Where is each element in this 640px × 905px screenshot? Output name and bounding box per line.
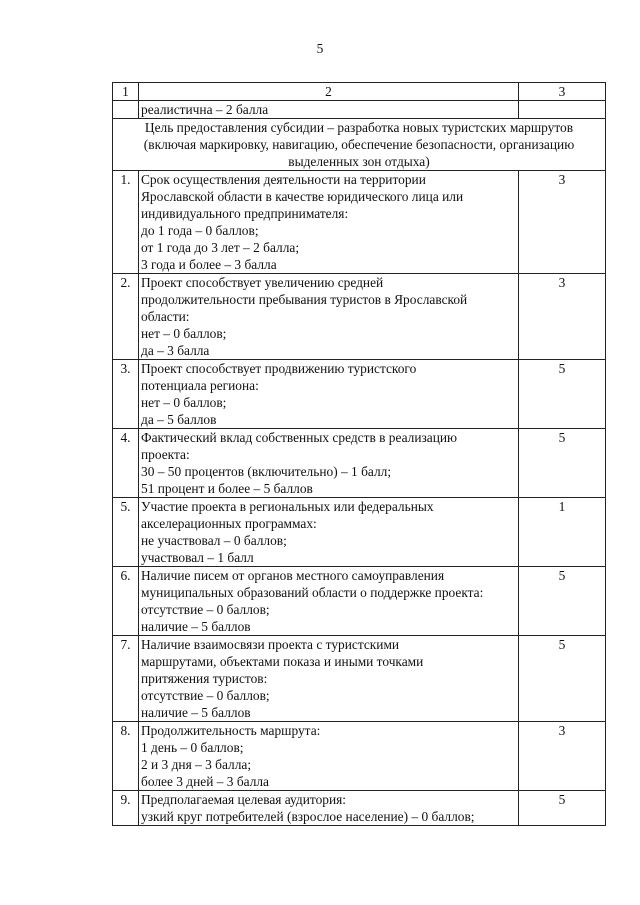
criterion-line: 3 года и более – 3 балла bbox=[141, 257, 277, 272]
criterion-line: Фактический вклад собственных средств в реализацию bbox=[141, 430, 458, 445]
criterion-line: Наличие писем от органов местного самоуправления bbox=[141, 568, 445, 583]
criterion-line: участвовал – 1 балл bbox=[141, 550, 254, 565]
criterion-number: 5. bbox=[113, 498, 139, 567]
criterion-row bbox=[113, 636, 606, 722]
criterion-line: более 3 дней – 3 балла bbox=[141, 774, 269, 789]
criterion-text bbox=[139, 791, 519, 826]
criterion-row bbox=[113, 791, 606, 826]
criterion-line: отсутствие – 0 баллов; bbox=[141, 602, 270, 617]
criterion-text bbox=[139, 360, 519, 429]
criterion-line: Ярославской области в качестве юридического лица или bbox=[141, 189, 464, 204]
criterion-line: Предполагаемая целевая аудитория: bbox=[141, 792, 347, 807]
criterion-number: 6. bbox=[113, 567, 139, 636]
max-points: 3 bbox=[519, 722, 606, 791]
criterion-line: Проект способствует увеличению средней bbox=[141, 275, 384, 290]
criterion-number: 4. bbox=[113, 429, 139, 498]
criterion-line: Срок осуществления деятельности на территории bbox=[141, 172, 426, 187]
criterion-line: проекта: bbox=[141, 447, 190, 462]
criterion-line: наличие – 5 баллов bbox=[141, 705, 251, 720]
page-number: 5 bbox=[316, 41, 324, 56]
criterion-number: 1. bbox=[113, 171, 139, 274]
goal-line: выделенных зон отдыха) bbox=[288, 154, 430, 169]
criterion-line: узкий круг потребителей (взрослое население) – 0 баллов; bbox=[141, 809, 475, 824]
criteria-table bbox=[112, 82, 606, 826]
criterion-line: Наличие взаимосвязи проекта с туристскими bbox=[141, 637, 400, 652]
goal-text bbox=[113, 119, 606, 171]
criterion-number: 2. bbox=[113, 274, 139, 360]
criterion-row bbox=[113, 567, 606, 636]
max-points: 5 bbox=[519, 636, 606, 722]
criterion-line: 51 процент и более – 5 баллов bbox=[141, 481, 313, 496]
criterion-text bbox=[139, 498, 519, 567]
criterion-line: маршрутами, объектами показа и иными точками bbox=[141, 654, 424, 669]
criterion-line: нет – 0 баллов; bbox=[141, 395, 227, 410]
criterion-text bbox=[139, 567, 519, 636]
criterion-line: от 1 года до 3 лет – 2 балла; bbox=[141, 240, 300, 255]
criterion-line: индивидуального предпринимателя: bbox=[141, 206, 349, 221]
criterion-line: да – 3 балла bbox=[141, 343, 210, 358]
criterion-line: Участие проекта в региональных или федеральных bbox=[141, 499, 434, 514]
criterion-line: не участвовал – 0 баллов; bbox=[141, 533, 287, 548]
criterion-line: да – 5 баллов bbox=[141, 412, 217, 427]
criterion-line: до 1 года – 0 баллов; bbox=[141, 223, 259, 238]
criterion-row bbox=[113, 171, 606, 274]
criterion-line: акселерационных программах: bbox=[141, 516, 317, 531]
goal-line: Цель предоставления субсидии – разработка новых туристских маршрутов bbox=[144, 120, 574, 135]
criterion-line: области: bbox=[141, 309, 190, 324]
criterion-line: 30 – 50 процентов (включительно) – 1 балл; bbox=[141, 464, 392, 479]
criterion-text bbox=[139, 636, 519, 722]
max-points: 5 bbox=[519, 567, 606, 636]
criterion-row bbox=[113, 360, 606, 429]
criterion-text bbox=[139, 171, 519, 274]
criterion-line: притяжения туристов: bbox=[141, 671, 268, 686]
criterion-text bbox=[139, 429, 519, 498]
max-points: 3 bbox=[519, 274, 606, 360]
criterion-number: 8. bbox=[113, 722, 139, 791]
criterion-row bbox=[113, 722, 606, 791]
header-cell-2: 2 bbox=[139, 83, 519, 101]
criterion-line: муниципальных образований области о поддержке проекта: bbox=[141, 585, 484, 600]
max-points: 3 bbox=[519, 171, 606, 274]
criterion-line: Проект способствует продвижению туристского bbox=[141, 361, 417, 376]
criterion-row bbox=[113, 429, 606, 498]
max-points: 5 bbox=[519, 360, 606, 429]
criterion-number: 7. bbox=[113, 636, 139, 722]
criterion-row bbox=[113, 498, 606, 567]
criterion-line: 2 и 3 дня – 3 балла; bbox=[141, 757, 252, 772]
header-cell-1: 1 bbox=[113, 83, 139, 101]
continuation-text: реалистична – 2 балла bbox=[139, 101, 519, 119]
criterion-line: Продолжительность маршрута: bbox=[141, 723, 321, 738]
criterion-line: нет – 0 баллов; bbox=[141, 326, 227, 341]
table-header-row bbox=[113, 83, 606, 101]
criterion-number: 9. bbox=[113, 791, 139, 826]
criterion-text bbox=[139, 722, 519, 791]
criterion-line: 1 день – 0 баллов; bbox=[141, 740, 244, 755]
criterion-line: потенциала региона: bbox=[141, 378, 259, 393]
criterion-number: 3. bbox=[113, 360, 139, 429]
max-points: 5 bbox=[519, 429, 606, 498]
goal-line: (включая маркировку, навигацию, обеспечение безопасности, организацию bbox=[143, 137, 575, 152]
criterion-row bbox=[113, 274, 606, 360]
continuation-row bbox=[113, 101, 606, 119]
criterion-text bbox=[139, 274, 519, 360]
max-points: 1 bbox=[519, 498, 606, 567]
criterion-line: наличие – 5 баллов bbox=[141, 619, 251, 634]
goal-row bbox=[113, 119, 606, 171]
max-points: 5 bbox=[519, 791, 606, 826]
criterion-line: продолжительности пребывания туристов в Ярославской bbox=[141, 292, 468, 307]
header-cell-3: 3 bbox=[519, 83, 606, 101]
criterion-line: отсутствие – 0 баллов; bbox=[141, 688, 270, 703]
